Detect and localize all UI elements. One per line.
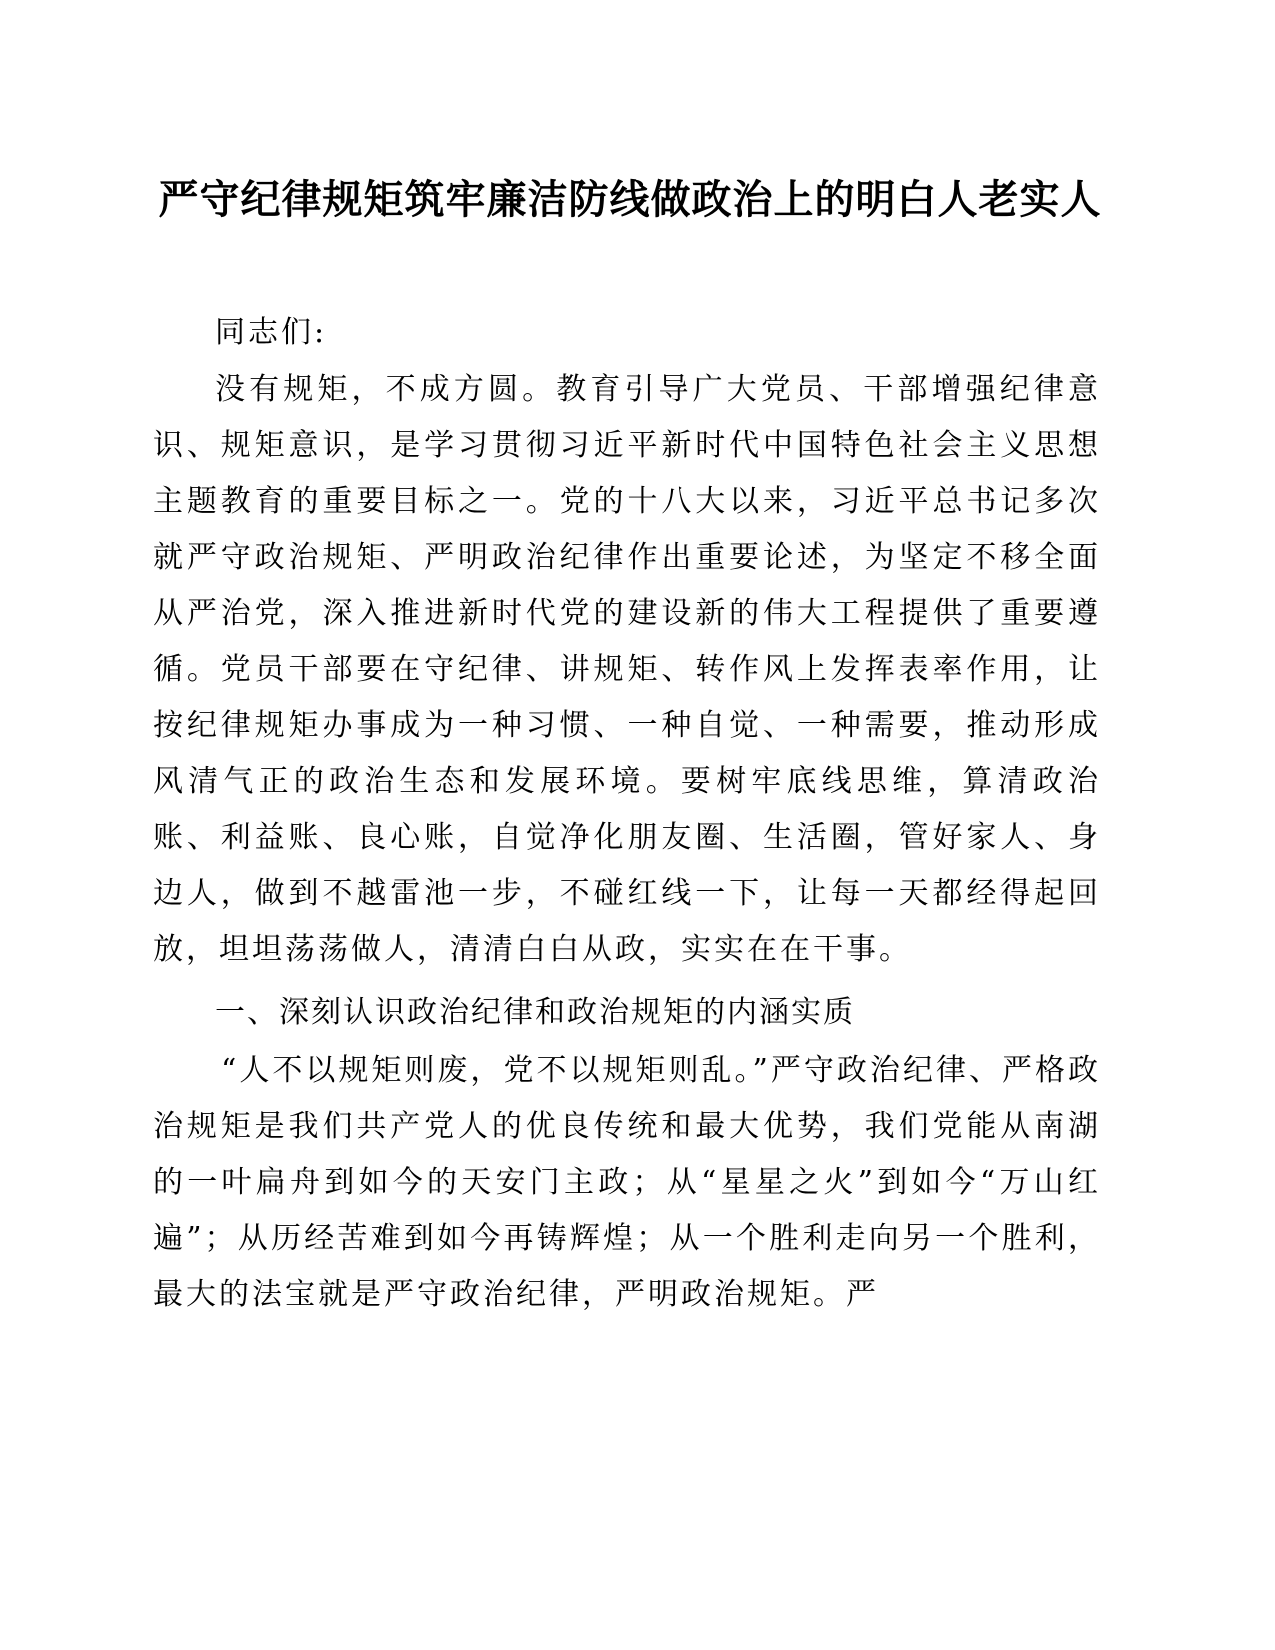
document-title: 严守纪律规矩筑牢廉洁防线做政治上的明白人老实人	[158, 177, 1102, 223]
body-paragraph: 没有规矩，不成方圆。教育引导广大党员、干部增强纪律意识、规矩意识，是学习贯彻习近平新时代中国特色社会主义思想主题教育的重要目标之一。党的十八大以来，习近平总书记多次就严守政治规矩、严明政治纪律作出重要论述，为坚定不移全面从严治党，深入推进新时代党的建设新的伟大工程提供了重要遵循。党员干部要在守纪律、讲规矩、转作风上发挥表率作用，让按纪律规矩办事成为一种习惯、一种自觉、一种需要，推动形成风清气正的政治生态和发展环境。要树牢底线思维，算清政治账、利益账、良心账，自觉净化朋友圈、生活圈，管好家人、身边人，做到不越雷池一步，不碰红线一下，让每一天都经得起回放，坦坦荡荡做人，清清白白从政，实实在在干事。	[153, 372, 1101, 967]
greeting: 同志们:	[215, 315, 328, 350]
section-heading: 一、深刻认识政治纪律和政治规矩的内涵实质	[215, 995, 855, 1030]
body-paragraph: “人不以规矩则废，党不以规矩则乱。”严守政治纪律、严格政治规矩是我们共产党人的优良传统和最大优势，我们党能从南湖的一叶扁舟到如今的天安门主政；从“星星之火”到如今“万山红遍”；从历经苦难到如今再铸辉煌；从一个胜利走向另一个胜利，最大的法宝就是严守政治纪律，严明政治规矩。严	[153, 1053, 1101, 1312]
